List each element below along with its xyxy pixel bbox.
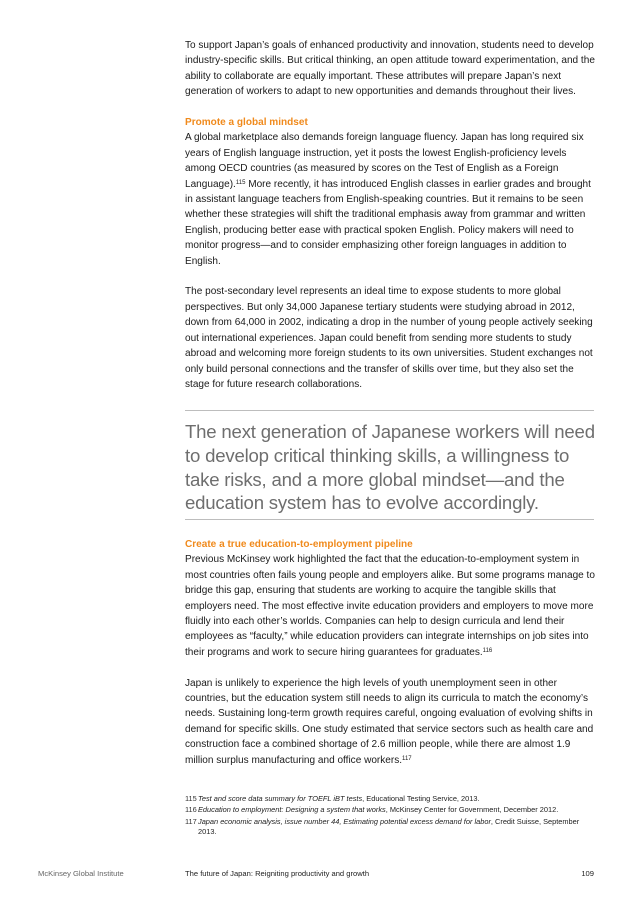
footnote-ref-117: 117: [402, 755, 412, 762]
pullquote-block: [185, 420, 597, 515]
paragraph-post-secondary: The post-secondary level represents an ideal time to expose students to more global perspectives. But only 34,000 Japanese tertiary students were studying abroad in 2012, down from 64,000 in 2002, indicating a drop in the number of young people actively seeking out international experiences. Japan could benefit from sending more students to study abroad and welcoming more foreign students to its own universities. Student exchanges not only build personal connections and the transfer of skills over time, but they also set the stage for future research collaborations.: [185, 286, 593, 390]
paragraph-youth-unemployment: [185, 676, 595, 768]
footnote-ref-116: 116: [482, 647, 493, 654]
paragraph-text: Japan is unlikely to experience the high levels of youth unemployment seen in other countries, but the education system still needs to align its curricula to match the economy’s needs. Sustaining long-term growth requires careful, ongoing evaluation of evolving shifts in demand for specific skills. One study estimated that service sectors such as health care and construction face a combined shortage of 2.6 million people, while there are almost 1.9 million surplus manufacturing and office workers.: [185, 677, 594, 766]
paragraph-mckinsey-work: [185, 552, 595, 660]
paragraph-text: A global marketplace also demands foreign language fluency. Japan has long required six years of English language instruction, yet it posts the lowest English-proficiency levels among OECD countries (as measured by scores on the Test of English as a Foreign Language).: [185, 132, 584, 190]
section-heading-global-mindset: Promote a global mindset: [185, 117, 308, 129]
section-education-pipeline: [185, 537, 595, 768]
footnote-source-detail: , McKinsey Center for Government, December 2012.: [385, 805, 559, 815]
section-heading-education-pipeline: Create a true education-to-employment pipeline: [185, 539, 413, 550]
footnote-item: [185, 805, 585, 816]
footnote-text: [198, 794, 585, 805]
footnote-text: [198, 805, 585, 816]
footnote-item: [185, 817, 585, 839]
footnote-text: [198, 817, 585, 839]
paragraph-text: More recently, it has introduced English classes in earlier grades and brought in assistant language teachers from English-speaking countries. But it remains to be seen whether these strategies will shift the traditional emphasis away from grammar and written English, producing better ease with practical spoken English. Policy makers will need to monitor progress—and to consider emphasizing other foreign languages in addition to English.: [185, 178, 591, 267]
pullquote-rule-bottom: [185, 519, 594, 520]
pullquote-text: The next generation of Japanese workers will need to develop critical thinking skills, a willingness to take risks, and a more global mindset—and the education system has to evolve accordingly.: [185, 421, 595, 514]
footer-page-number: 109: [581, 869, 594, 878]
footnote-number: 115: [185, 794, 197, 803]
footnote-item: [185, 794, 585, 805]
paragraph-language-fluency: [185, 130, 595, 269]
footer-report-title: The future of Japan: Reigniting productivity and growth: [185, 869, 370, 878]
footnote-source-title: Test and score data summary for TOEFL iBT tests: [198, 794, 363, 803]
footnote-source-title: Education to employment: Designing a system that works: [198, 805, 386, 815]
footnotes: [185, 794, 585, 839]
intro-paragraph: To support Japan’s goals of enhanced productivity and innovation, students need to develop industry-specific skills. But critical thinking, an open attitude toward experimentation, and the ability to collaborate are equally important. These attributes will prepare Japan’s next generation of workers to adapt to new opportunities and demands throughout their lives.: [185, 40, 595, 98]
footnote-number: 117: [185, 816, 197, 826]
footnote-ref-115: 115: [235, 179, 246, 186]
footnote-number: 116: [185, 805, 197, 815]
main-column: [185, 38, 595, 392]
paragraph-text: Previous McKinsey work highlighted the fact that the education-to-employment system in most countries often fails young people and employers alike. But some programs manage to bridge this gap, ensuring that students are working to acquire the tangible skills that employers need. The most effective invite education providers and employers to move more fluidly into each other’s worlds. Companies can help to design curricula and lend their employees as “faculty,” while education providers can integrate internships on job sites into their programs and work to secure hiring guarantees for graduates.: [185, 554, 595, 658]
footer-publisher: McKinsey Global Institute: [38, 869, 124, 878]
footnote-source-detail: , Educational Testing Service, 2013.: [362, 794, 480, 803]
footnote-source-title: Japan economic analysis, issue number 44, Estimating potential excess demand for labor: [198, 816, 491, 826]
footnote-source-detail: , Credit Suisse, September 2013.: [198, 816, 580, 837]
pullquote-rule-top: [185, 410, 594, 411]
